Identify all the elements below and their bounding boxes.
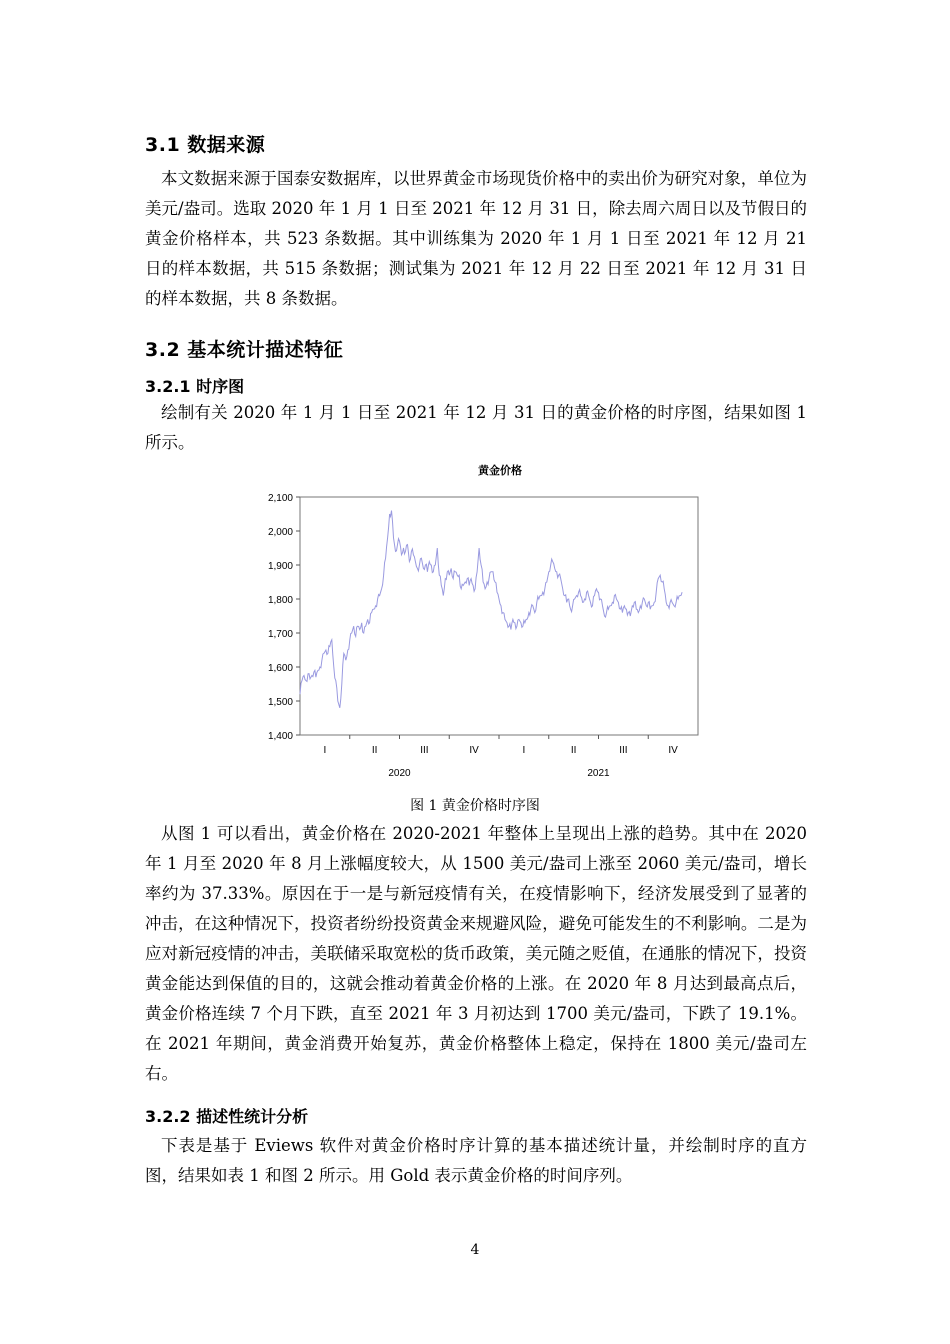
section-3-2-2-title: 3.2.2 描述性统计分析 — [145, 1107, 309, 1126]
y-tick-label: 2,100 — [267, 493, 293, 504]
figure-1 — [250, 458, 710, 788]
y-tick-label: 1,700 — [267, 629, 293, 640]
y-tick-label: 1,800 — [267, 595, 293, 606]
y-tick-label: 1,500 — [267, 697, 293, 708]
year-label: 2020 — [388, 768, 411, 779]
page-number: 4 — [470, 1242, 480, 1258]
quarter-label: I — [323, 745, 327, 756]
y-tick-label: 1,900 — [267, 561, 293, 572]
chart-title: 黄金价格 — [478, 465, 522, 477]
plot-frame — [300, 497, 698, 735]
section-3-2-2-body: 下表是基于 Eviews 软件对黄金价格时序计算的基本描述统计量，并绘制时序的直方图，结果如表 1 和图 2 所示。用 Gold 表示黄金价格的时间序列。 — [145, 1136, 807, 1185]
figure-1-caption: 图 1 黄金价格时序图 — [410, 798, 540, 814]
quarter-label: IV — [469, 745, 479, 756]
y-tick-label: 2,000 — [267, 527, 293, 538]
quarter-label: III — [619, 745, 628, 756]
section-3-2-title: 3.2 基本统计描述特征 — [145, 339, 344, 361]
gold-price-chart — [250, 458, 710, 788]
x-axis — [323, 735, 678, 779]
quarter-label: II — [570, 745, 577, 756]
section-3-2-1-title: 3.2.1 时序图 — [145, 377, 245, 396]
quarter-label: I — [522, 745, 526, 756]
y-tick-label: 1,600 — [267, 663, 293, 674]
year-label: 2021 — [587, 768, 610, 779]
y-axis — [268, 493, 300, 742]
quarter-label: II — [371, 745, 378, 756]
quarter-label: IV — [668, 745, 678, 756]
section-3-1-body: 本文数据来源于国泰安数据库，以世界黄金市场现货价格中的卖出价为研究对象，单位为美元/盎司。选取 2020 年 1 月 1 日至 2021 年 12 月 31 日，除去周六周日以及节假日的黄金价格样本，共 523 条数据。其中训练集为 2020 年 1 月 1 日至 2021 年 12 月 21 日的样本数据，共 515 条数据；测试集为 2021 年 12 月 22 日至 2021 年 12 月 31 日的样本数据，共 8 条数据。 — [145, 169, 807, 308]
section-3-2-1-body: 绘制有关 2020 年 1 月 1 日至 2021 年 12 月 31 日的黄金价格的时序图，结果如图 1 所示。 — [145, 403, 807, 452]
section-3-2-1-analysis: 从图 1 可以看出，黄金价格在 2020-2021 年整体上呈现出上涨的趋势。其中在 2020 年 1 月至 2020 年 8 月上涨幅度较大，从 1500 美元/盎司上涨至 2060 美元/盎司，增长率约为 37.33%。原因在于一是与新冠疫情有关，在疫情影响下，经济发展受到了显著的冲击，在这种情况下，投资者纷纷投资黄金来规避风险，避免可能发生的不利影响。二是为应对新冠疫情的冲击，美联储采取宽松的货币政策，美元随之贬值，在通胀的情况下，投资黄金能达到保值的目的，这就会推动着黄金价格的上涨。在 2020 年 8 月达到最高点后，黄金价格连续 7 个月下跌，直至 2021 年 3 月初达到 1700 美元/盎司，下跌了 19.1%。在 2021 年期间，黄金消费开始复苏，黄金价格整体上稳定，保持在 1800 美元/盎司左右。 — [145, 824, 807, 1083]
quarter-label: III — [420, 745, 429, 756]
y-tick-label: 1,400 — [267, 731, 293, 742]
section-3-1-title: 3.1 数据来源 — [145, 134, 266, 156]
